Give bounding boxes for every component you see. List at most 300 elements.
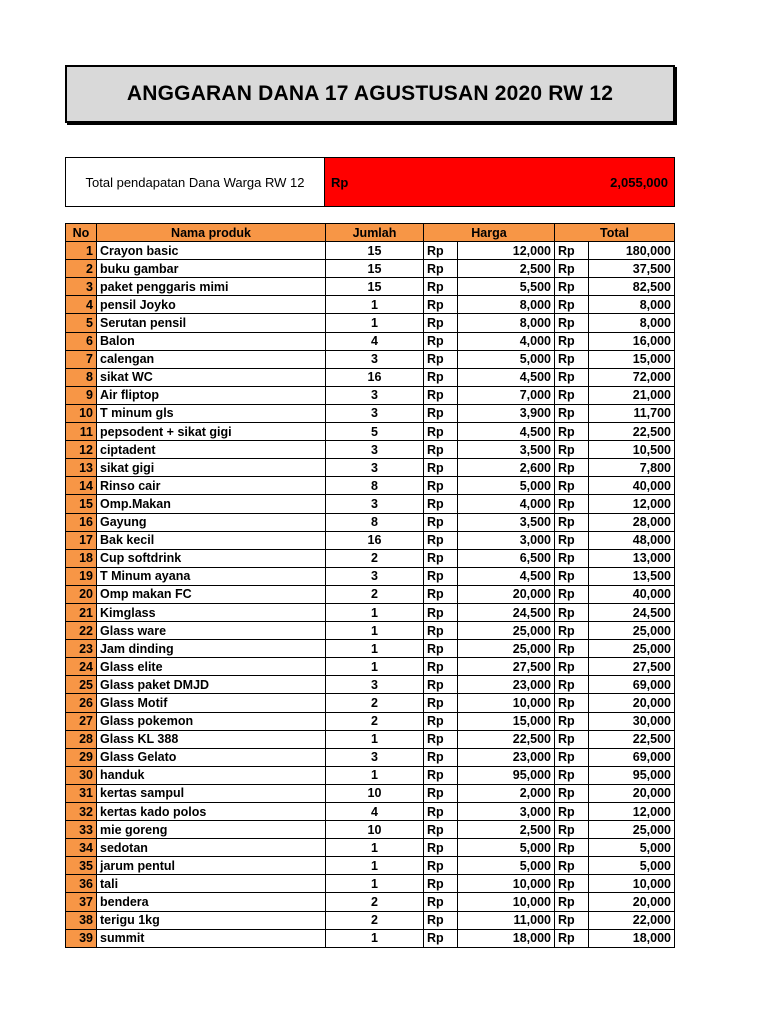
quantity: 2	[326, 893, 424, 911]
row-number: 5	[66, 314, 97, 332]
row-number: 30	[66, 766, 97, 784]
price-amount: 23,000	[458, 748, 555, 766]
total-amount: 8,000	[589, 314, 675, 332]
income-amount: 2,055,000	[610, 174, 668, 190]
total-currency: Rp	[555, 712, 589, 730]
product-name: pepsodent + sikat gigi	[97, 423, 326, 441]
row-number: 3	[66, 278, 97, 296]
quantity: 3	[326, 441, 424, 459]
total-currency: Rp	[555, 477, 589, 495]
table-row	[66, 477, 675, 495]
price-amount: 5,000	[458, 350, 555, 368]
table-body	[66, 242, 675, 948]
product-name: summit	[97, 929, 326, 947]
table-row	[66, 875, 675, 893]
quantity: 1	[326, 314, 424, 332]
total-amount: 25,000	[589, 821, 675, 839]
product-name: Cup softdrink	[97, 549, 326, 567]
row-number: 29	[66, 748, 97, 766]
quantity: 1	[326, 839, 424, 857]
product-name: calengan	[97, 350, 326, 368]
total-currency: Rp	[555, 603, 589, 621]
product-name: jarum pentul	[97, 857, 326, 875]
total-amount: 40,000	[589, 585, 675, 603]
product-name: kertas sampul	[97, 784, 326, 802]
table-row	[66, 712, 675, 730]
quantity: 15	[326, 242, 424, 260]
table-header-row	[66, 224, 675, 242]
table-row	[66, 658, 675, 676]
product-name: Balon	[97, 332, 326, 350]
total-amount: 25,000	[589, 640, 675, 658]
quantity: 2	[326, 911, 424, 929]
quantity: 3	[326, 404, 424, 422]
row-number: 31	[66, 784, 97, 802]
price-amount: 2,600	[458, 459, 555, 477]
header-total: Total	[555, 224, 675, 242]
header-no: No	[66, 224, 97, 242]
product-name: Glass pokemon	[97, 712, 326, 730]
quantity: 1	[326, 875, 424, 893]
quantity: 15	[326, 278, 424, 296]
total-currency: Rp	[555, 676, 589, 694]
quantity: 1	[326, 603, 424, 621]
quantity: 1	[326, 766, 424, 784]
table-row	[66, 278, 675, 296]
price-currency: Rp	[424, 766, 458, 784]
table-row	[66, 386, 675, 404]
price-amount: 10,000	[458, 875, 555, 893]
row-number: 39	[66, 929, 97, 947]
table-row	[66, 857, 675, 875]
row-number: 7	[66, 350, 97, 368]
total-amount: 13,000	[589, 549, 675, 567]
quantity: 1	[326, 622, 424, 640]
table-row	[66, 495, 675, 513]
price-amount: 11,000	[458, 911, 555, 929]
product-name: Glass Motif	[97, 694, 326, 712]
total-amount: 180,000	[589, 242, 675, 260]
row-number: 26	[66, 694, 97, 712]
quantity: 3	[326, 495, 424, 513]
price-currency: Rp	[424, 368, 458, 386]
price-amount: 23,000	[458, 676, 555, 694]
quantity: 1	[326, 929, 424, 947]
total-currency: Rp	[555, 748, 589, 766]
row-number: 22	[66, 622, 97, 640]
total-amount: 28,000	[589, 513, 675, 531]
price-amount: 15,000	[458, 712, 555, 730]
total-amount: 95,000	[589, 766, 675, 784]
row-number: 23	[66, 640, 97, 658]
total-currency: Rp	[555, 368, 589, 386]
price-currency: Rp	[424, 296, 458, 314]
total-amount: 22,500	[589, 730, 675, 748]
row-number: 38	[66, 911, 97, 929]
total-currency: Rp	[555, 296, 589, 314]
quantity: 8	[326, 513, 424, 531]
total-amount: 27,500	[589, 658, 675, 676]
total-amount: 10,000	[589, 875, 675, 893]
table-row	[66, 513, 675, 531]
row-number: 2	[66, 260, 97, 278]
price-currency: Rp	[424, 314, 458, 332]
total-currency: Rp	[555, 495, 589, 513]
quantity: 3	[326, 748, 424, 766]
table-row	[66, 441, 675, 459]
product-name: buku gambar	[97, 260, 326, 278]
table-row	[66, 423, 675, 441]
product-name: kertas kado polos	[97, 803, 326, 821]
price-amount: 5,000	[458, 839, 555, 857]
quantity: 10	[326, 784, 424, 802]
income-currency: Rp	[331, 174, 349, 190]
price-amount: 4,000	[458, 332, 555, 350]
row-number: 15	[66, 495, 97, 513]
total-currency: Rp	[555, 350, 589, 368]
row-number: 10	[66, 404, 97, 422]
price-currency: Rp	[424, 513, 458, 531]
row-number: 12	[66, 441, 97, 459]
total-amount: 12,000	[589, 495, 675, 513]
header-name: Nama produk	[97, 224, 326, 242]
row-number: 1	[66, 242, 97, 260]
row-number: 32	[66, 803, 97, 821]
price-currency: Rp	[424, 622, 458, 640]
quantity: 1	[326, 730, 424, 748]
quantity: 1	[326, 658, 424, 676]
price-amount: 25,000	[458, 622, 555, 640]
table-row	[66, 748, 675, 766]
price-amount: 4,500	[458, 567, 555, 585]
price-currency: Rp	[424, 531, 458, 549]
price-amount: 8,000	[458, 296, 555, 314]
total-currency: Rp	[555, 640, 589, 658]
total-currency: Rp	[555, 314, 589, 332]
price-currency: Rp	[424, 386, 458, 404]
price-currency: Rp	[424, 477, 458, 495]
product-name: Rinso cair	[97, 477, 326, 495]
price-amount: 27,500	[458, 658, 555, 676]
price-currency: Rp	[424, 404, 458, 422]
table-row	[66, 676, 675, 694]
quantity: 2	[326, 694, 424, 712]
table-row	[66, 929, 675, 947]
table-row	[66, 839, 675, 857]
total-currency: Rp	[555, 803, 589, 821]
total-currency: Rp	[555, 549, 589, 567]
total-currency: Rp	[555, 386, 589, 404]
price-currency: Rp	[424, 332, 458, 350]
table-row	[66, 911, 675, 929]
price-currency: Rp	[424, 911, 458, 929]
price-currency: Rp	[424, 784, 458, 802]
table-row	[66, 784, 675, 802]
total-amount: 22,000	[589, 911, 675, 929]
table-row	[66, 260, 675, 278]
quantity: 15	[326, 260, 424, 278]
product-name: Crayon basic	[97, 242, 326, 260]
total-amount: 5,000	[589, 857, 675, 875]
price-amount: 18,000	[458, 929, 555, 947]
product-name: sedotan	[97, 839, 326, 857]
price-currency: Rp	[424, 603, 458, 621]
quantity: 3	[326, 350, 424, 368]
product-name: T Minum ayana	[97, 567, 326, 585]
total-currency: Rp	[555, 730, 589, 748]
product-name: Kimglass	[97, 603, 326, 621]
page-title: ANGGARAN DANA 17 AGUSTUSAN 2020 RW 12	[65, 65, 675, 123]
row-number: 28	[66, 730, 97, 748]
product-name: Gayung	[97, 513, 326, 531]
income-label: Total pendapatan Dana Warga RW 12	[66, 158, 325, 206]
total-amount: 20,000	[589, 784, 675, 802]
table-row	[66, 459, 675, 477]
row-number: 35	[66, 857, 97, 875]
total-amount: 40,000	[589, 477, 675, 495]
product-name: Glass paket DMJD	[97, 676, 326, 694]
quantity: 3	[326, 386, 424, 404]
product-name: Glass KL 388	[97, 730, 326, 748]
table-row	[66, 603, 675, 621]
table-row	[66, 640, 675, 658]
total-amount: 7,800	[589, 459, 675, 477]
product-name: Bak kecil	[97, 531, 326, 549]
quantity: 2	[326, 585, 424, 603]
price-currency: Rp	[424, 893, 458, 911]
quantity: 1	[326, 857, 424, 875]
product-name: Air fliptop	[97, 386, 326, 404]
quantity: 4	[326, 332, 424, 350]
product-name: Glass Gelato	[97, 748, 326, 766]
total-currency: Rp	[555, 441, 589, 459]
total-currency: Rp	[555, 260, 589, 278]
total-amount: 22,500	[589, 423, 675, 441]
price-amount: 8,000	[458, 314, 555, 332]
quantity: 3	[326, 567, 424, 585]
quantity: 5	[326, 423, 424, 441]
table-row	[66, 531, 675, 549]
header-qty: Jumlah	[326, 224, 424, 242]
price-currency: Rp	[424, 640, 458, 658]
price-currency: Rp	[424, 857, 458, 875]
quantity: 10	[326, 821, 424, 839]
total-currency: Rp	[555, 784, 589, 802]
table-row	[66, 368, 675, 386]
price-currency: Rp	[424, 839, 458, 857]
total-amount: 8,000	[589, 296, 675, 314]
price-amount: 2,500	[458, 821, 555, 839]
total-amount: 21,000	[589, 386, 675, 404]
table-row	[66, 893, 675, 911]
table-row	[66, 585, 675, 603]
price-amount: 5,500	[458, 278, 555, 296]
total-currency: Rp	[555, 893, 589, 911]
total-currency: Rp	[555, 531, 589, 549]
total-amount: 13,500	[589, 567, 675, 585]
product-name: pensil Joyko	[97, 296, 326, 314]
price-amount: 3,000	[458, 531, 555, 549]
total-amount: 20,000	[589, 893, 675, 911]
price-amount: 4,500	[458, 368, 555, 386]
total-amount: 18,000	[589, 929, 675, 947]
product-name: Omp makan FC	[97, 585, 326, 603]
price-amount: 10,000	[458, 893, 555, 911]
product-name: bendera	[97, 893, 326, 911]
table-row	[66, 549, 675, 567]
total-currency: Rp	[555, 694, 589, 712]
quantity: 3	[326, 459, 424, 477]
product-name: Glass elite	[97, 658, 326, 676]
total-amount: 72,000	[589, 368, 675, 386]
row-number: 6	[66, 332, 97, 350]
price-amount: 4,500	[458, 423, 555, 441]
row-number: 14	[66, 477, 97, 495]
price-amount: 25,000	[458, 640, 555, 658]
product-name: Jam dinding	[97, 640, 326, 658]
quantity: 1	[326, 640, 424, 658]
total-amount: 69,000	[589, 676, 675, 694]
header-price: Harga	[424, 224, 555, 242]
table-row	[66, 332, 675, 350]
price-amount: 20,000	[458, 585, 555, 603]
income-value	[325, 158, 674, 206]
row-number: 37	[66, 893, 97, 911]
price-currency: Rp	[424, 260, 458, 278]
price-currency: Rp	[424, 712, 458, 730]
price-amount: 3,500	[458, 513, 555, 531]
product-name: Omp.Makan	[97, 495, 326, 513]
price-amount: 10,000	[458, 694, 555, 712]
row-number: 18	[66, 549, 97, 567]
price-amount: 2,000	[458, 784, 555, 802]
price-currency: Rp	[424, 423, 458, 441]
price-amount: 3,500	[458, 441, 555, 459]
price-amount: 6,500	[458, 549, 555, 567]
price-currency: Rp	[424, 694, 458, 712]
table-row	[66, 821, 675, 839]
total-amount: 11,700	[589, 404, 675, 422]
quantity: 1	[326, 296, 424, 314]
price-currency: Rp	[424, 676, 458, 694]
price-amount: 95,000	[458, 766, 555, 784]
table-row	[66, 803, 675, 821]
total-currency: Rp	[555, 658, 589, 676]
row-number: 9	[66, 386, 97, 404]
row-number: 17	[66, 531, 97, 549]
price-currency: Rp	[424, 730, 458, 748]
total-amount: 20,000	[589, 694, 675, 712]
price-currency: Rp	[424, 567, 458, 585]
price-currency: Rp	[424, 875, 458, 893]
row-number: 27	[66, 712, 97, 730]
total-currency: Rp	[555, 585, 589, 603]
row-number: 33	[66, 821, 97, 839]
total-amount: 24,500	[589, 603, 675, 621]
table-row	[66, 694, 675, 712]
product-name: Glass ware	[97, 622, 326, 640]
product-name: handuk	[97, 766, 326, 784]
table-row	[66, 242, 675, 260]
price-currency: Rp	[424, 242, 458, 260]
row-number: 11	[66, 423, 97, 441]
price-currency: Rp	[424, 441, 458, 459]
table-row	[66, 350, 675, 368]
total-amount: 37,500	[589, 260, 675, 278]
total-currency: Rp	[555, 875, 589, 893]
price-currency: Rp	[424, 459, 458, 477]
table-row	[66, 766, 675, 784]
total-amount: 82,500	[589, 278, 675, 296]
product-name: T minum gls	[97, 404, 326, 422]
row-number: 4	[66, 296, 97, 314]
price-amount: 2,500	[458, 260, 555, 278]
table-row	[66, 296, 675, 314]
quantity: 4	[326, 803, 424, 821]
quantity: 3	[326, 676, 424, 694]
price-currency: Rp	[424, 658, 458, 676]
total-amount: 30,000	[589, 712, 675, 730]
price-currency: Rp	[424, 549, 458, 567]
price-amount: 5,000	[458, 857, 555, 875]
price-currency: Rp	[424, 748, 458, 766]
total-amount: 16,000	[589, 332, 675, 350]
price-currency: Rp	[424, 929, 458, 947]
price-currency: Rp	[424, 278, 458, 296]
row-number: 34	[66, 839, 97, 857]
total-amount: 69,000	[589, 748, 675, 766]
price-currency: Rp	[424, 495, 458, 513]
row-number: 20	[66, 585, 97, 603]
table-row	[66, 404, 675, 422]
quantity: 2	[326, 549, 424, 567]
price-amount: 3,000	[458, 803, 555, 821]
total-currency: Rp	[555, 423, 589, 441]
total-currency: Rp	[555, 821, 589, 839]
row-number: 24	[66, 658, 97, 676]
total-currency: Rp	[555, 839, 589, 857]
row-number: 25	[66, 676, 97, 694]
quantity: 16	[326, 531, 424, 549]
total-currency: Rp	[555, 278, 589, 296]
total-amount: 5,000	[589, 839, 675, 857]
total-amount: 15,000	[589, 350, 675, 368]
row-number: 16	[66, 513, 97, 531]
row-number: 13	[66, 459, 97, 477]
table-row	[66, 730, 675, 748]
quantity: 2	[326, 712, 424, 730]
total-currency: Rp	[555, 567, 589, 585]
total-amount: 12,000	[589, 803, 675, 821]
price-currency: Rp	[424, 585, 458, 603]
product-name: ciptadent	[97, 441, 326, 459]
table-row	[66, 567, 675, 585]
price-amount: 24,500	[458, 603, 555, 621]
income-summary	[65, 157, 675, 207]
price-amount: 5,000	[458, 477, 555, 495]
table-row	[66, 622, 675, 640]
price-currency: Rp	[424, 821, 458, 839]
product-name: sikat gigi	[97, 459, 326, 477]
total-currency: Rp	[555, 242, 589, 260]
price-amount: 7,000	[458, 386, 555, 404]
total-currency: Rp	[555, 929, 589, 947]
price-currency: Rp	[424, 803, 458, 821]
product-name: terigu 1kg	[97, 911, 326, 929]
row-number: 36	[66, 875, 97, 893]
total-currency: Rp	[555, 459, 589, 477]
price-amount: 22,500	[458, 730, 555, 748]
